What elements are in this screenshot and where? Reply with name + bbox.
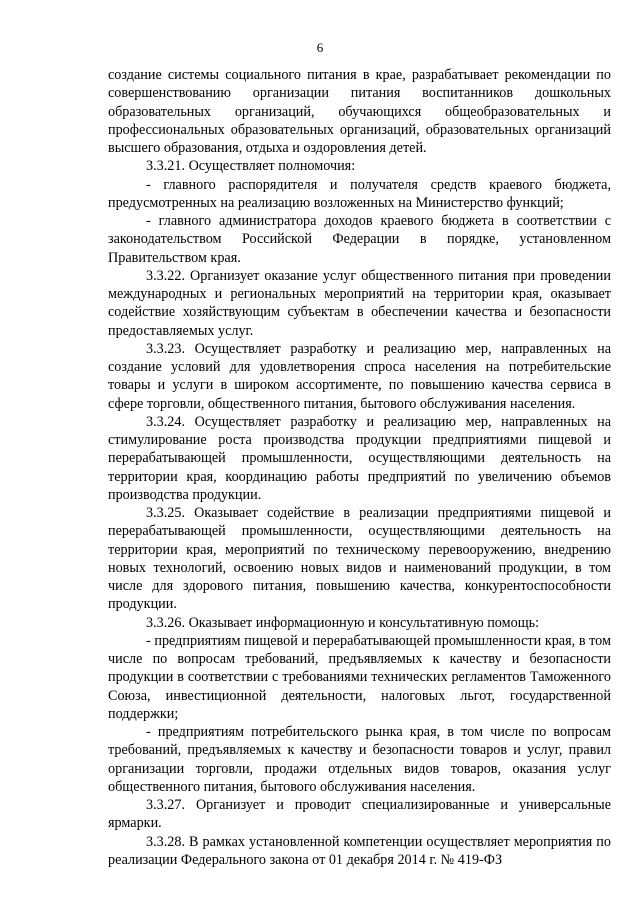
paragraph-3-3-27: 3.3.27. Организует и проводит специализированные и универсальные ярмарки. [108, 797, 611, 832]
paragraph-3-3-26: 3.3.26. Оказывает информационную и консультативную помощь: [146, 614, 540, 631]
paragraph-3-3-28: 3.3.28. В рамках установленной компетенции осуществляет мероприятия по реализации Федерального закона от 01 декабря 2014 г. № 419-ФЗ [108, 833, 611, 868]
document-body [108, 66, 611, 869]
paragraph-3-3-26-item-1: - предприятиям пищевой и перерабатывающей промышленности края, в том числе по вопросам требований, предъявляемых к качеству и безопасности продукции в соответствии с требованиями технических регламентов Таможенного Союза, инвестиционной деятельности, налоговых льгот, государственной поддержки; [108, 632, 611, 722]
paragraph-3-3-22: 3.3.22. Организует оказание услуг общественного питания при проведении международных и региональных мероприятий на территории края, оказывает содействие хозяйствующим субъектам в обеспечении качества и безопасности предоставляемых услуг. [108, 267, 611, 339]
paragraph-3-3-24: 3.3.24. Осуществляет разработку и реализацию мер, направленных на стимулирование роста производства продукции предприятиями пищевой и перерабатывающей промышленности, осуществляющими деятельность на территории края, координацию работы предприятий по увеличению объемов производства продукции. [108, 413, 611, 503]
paragraph-3-3-21-item-2: - главного администратора доходов краевого бюджета в соответствии с законодательством Российской Федерации в порядке, установленном Правительством края. [108, 213, 611, 266]
paragraph-3-3-21-item-1: - главного распорядителя и получателя средств краевого бюджета, предусмотренных на реализацию возложенных на Министерство функций; [108, 176, 611, 211]
paragraph-3-3-23: 3.3.23. Осуществляет разработку и реализацию мер, направленных на создание условий для удовлетворения спроса населения на потребительские товары и услуги в широком ассортименте, по повышению качества сервиса в сфере торговли, общественного питания, бытового обслуживания населения. [108, 340, 611, 412]
paragraph-3-3-26-item-2: - предприятиям потребительского рынка края, в том числе по вопросам требований, предъявляемых к качеству и безопасности товаров и услуг, правил организации торговли, продажи отдельных видов товаров, оказания услуг общественного питания, бытового обслуживания населения. [108, 724, 611, 795]
paragraph-continuation: создание системы социального питания в крае, разрабатывает рекомендации по совершенствованию организации питания воспитанников дошкольных образовательных организаций, обучающихся общеобразовательных и профессиональных образовательных организаций, образовательных организаций высшего образования, отдыха и оздоровления детей. [108, 67, 611, 156]
paragraph-3-3-21: 3.3.21. Осуществляет полномочия: [146, 158, 356, 175]
paragraph-3-3-25: 3.3.25. Оказывает содействие в реализации предприятиями пищевой и перерабатывающей промышленности, осуществляющими деятельность на территории края, мероприятий по техническому перевооружению, внедрению новых технологий, освоению новых видов и наименований продукции, в том числе для здорового питания, повышению качества, конкурентоспособности продукции. [108, 505, 611, 613]
page-number: 6 [316, 40, 324, 55]
